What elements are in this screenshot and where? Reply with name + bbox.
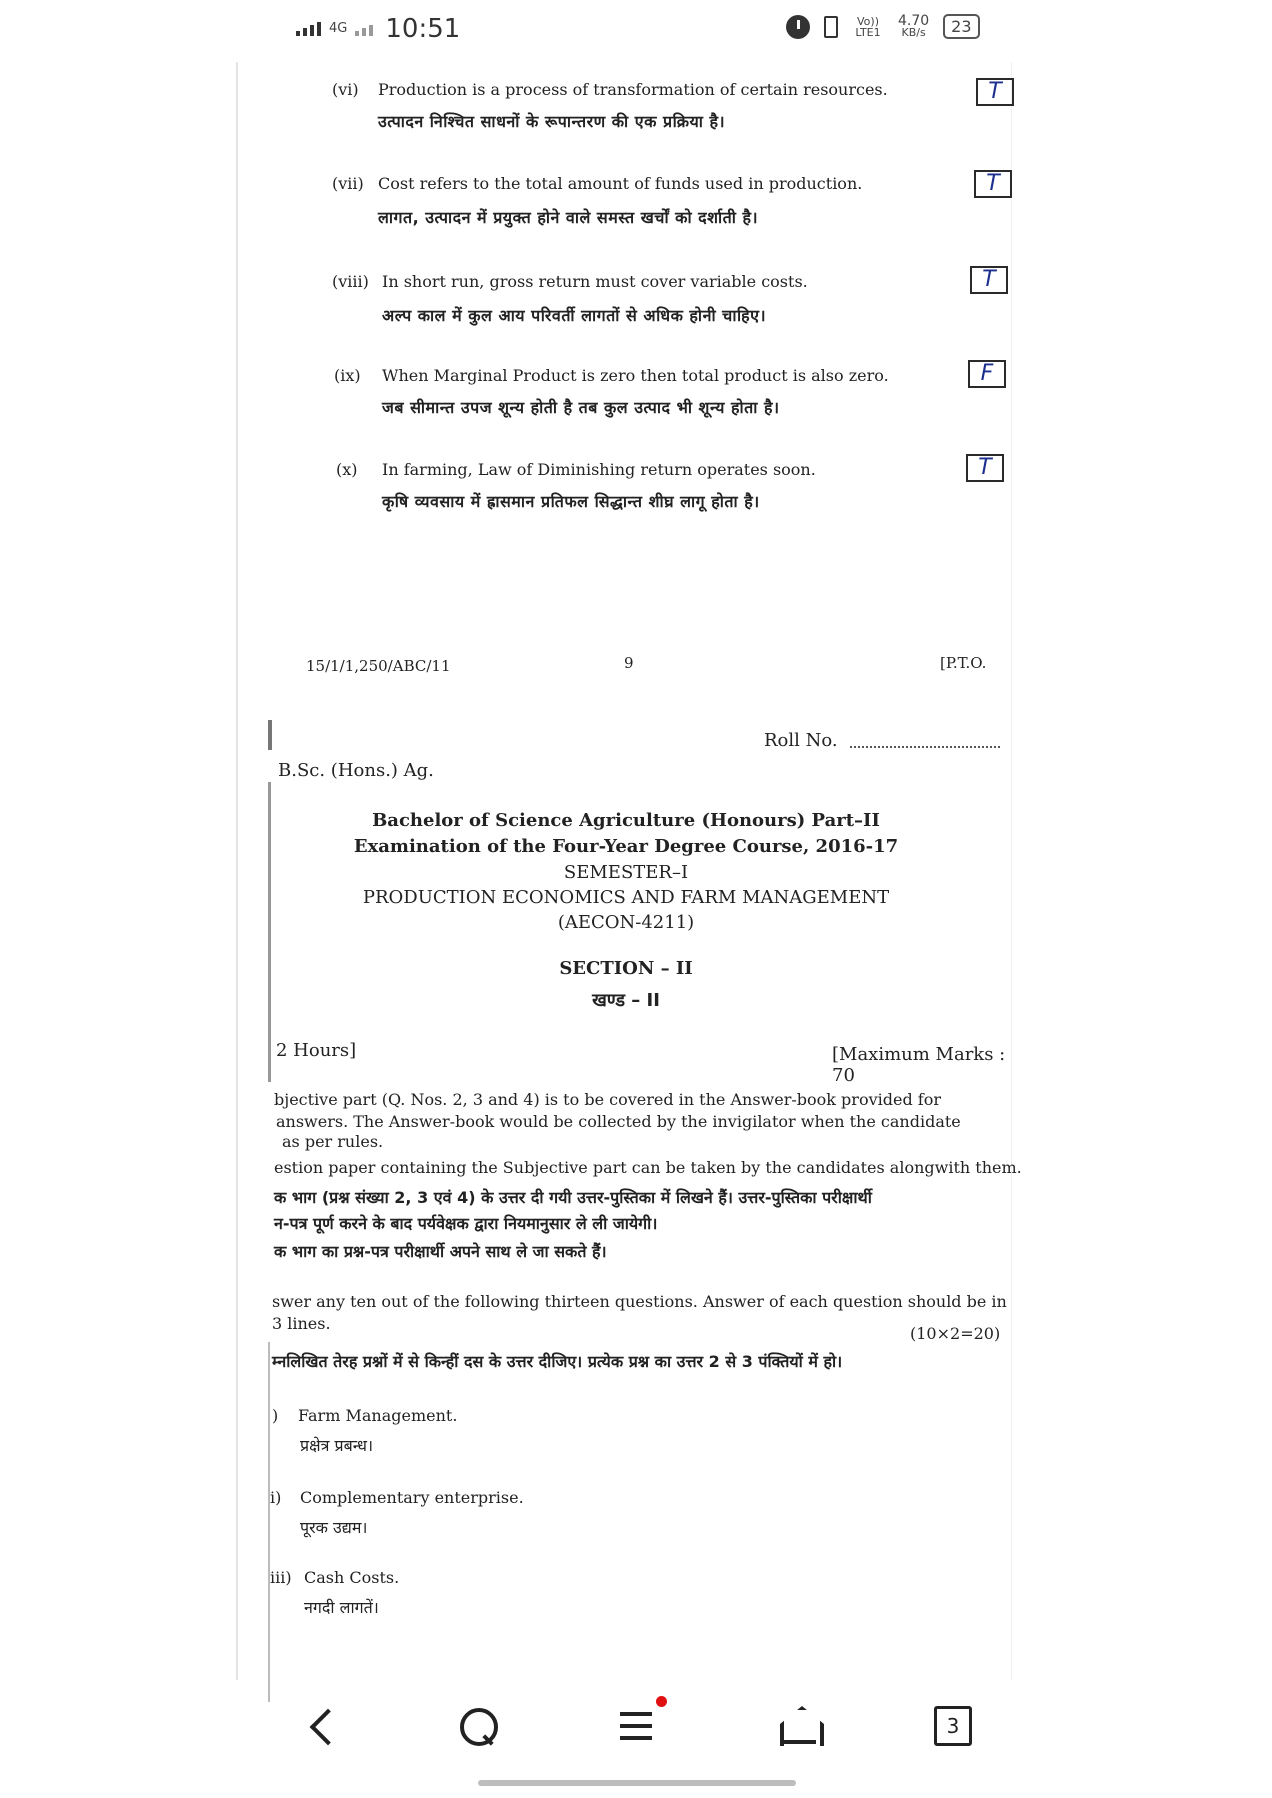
instruction-line: as per rules.: [282, 1132, 384, 1151]
question-text-hi: लागत, उत्पादन में प्रयुक्त होने वाले समस्त खर्चों को दर्शाती है।: [378, 208, 759, 227]
question-number: (ix): [334, 366, 361, 385]
instruction-line-hi: न-पत्र पूर्ण करने के बाद पर्यवेक्षक द्वारा नियमानुसार ले ली जायेगी।: [274, 1214, 658, 1233]
tabs-button[interactable]: 3: [934, 1706, 972, 1746]
navigation-bar: [0, 1682, 1272, 1798]
instruction-line-hi: क भाग (प्रश्न संख्या 2, 3 एवं 4) के उत्तर दी गयी उत्तर-पुस्तिका में लिखने हैं। उत्तर-पुस्तिका परीक्षार्थी: [274, 1188, 872, 1207]
question-2-line2: 3 lines.: [272, 1314, 331, 1333]
question-text-en: Cost refers to the total amount of funds used in production.: [378, 174, 863, 193]
sub-question-hi: प्रक्षेत्र प्रबन्ध।: [300, 1436, 374, 1455]
search-button[interactable]: [454, 1702, 502, 1750]
instruction-line: bjective part (Q. Nos. 2, 3 and 4) is to be covered in the Answer-book provided for: [274, 1090, 941, 1109]
roll-number-line: [850, 746, 1000, 748]
home-button[interactable]: [774, 1702, 822, 1750]
status-bar: [0, 0, 1272, 62]
semester-label: SEMESTER–I: [563, 862, 689, 883]
answer-box: T: [976, 78, 1014, 106]
exam-title-line1: Bachelor of Science Agriculture (Honours) Part–II: [372, 810, 880, 831]
gesture-home-bar[interactable]: [478, 1780, 796, 1786]
question-text-en: In short run, gross return must cover variable costs.: [382, 272, 808, 291]
notification-dot-icon: [656, 1696, 667, 1707]
course-code: (AECON-4211): [557, 912, 695, 933]
question-text-hi: जब सीमान्त उपज शून्य होती है तब कुल उत्पाद भी शून्य होता है।: [382, 398, 780, 417]
clock: 10:51: [385, 14, 461, 44]
answer-box: F: [968, 360, 1006, 388]
speed-value: 4.70: [898, 12, 930, 29]
volte-indicator: Vo)) LTE1: [855, 14, 881, 39]
sub-question-en: Farm Management.: [298, 1406, 458, 1425]
question-text-en: When Marginal Product is zero then total product is also zero.: [382, 366, 889, 385]
signal-icon: [296, 22, 321, 36]
instruction-line-hi: क भाग का प्रश्न-पत्र परीक्षार्थी अपने साथ ले जा सकते हैं।: [274, 1242, 607, 1261]
question-number: (x): [336, 460, 358, 479]
answer-box: T: [966, 454, 1004, 482]
question-text-en: In farming, Law of Diminishing return operates soon.: [382, 460, 816, 479]
sub-question-number: iii): [270, 1568, 292, 1587]
question-text-hi: कृषि व्यवसाय में ह्रासमान प्रतिफल सिद्धान्त शीघ्र लागू होता है।: [382, 492, 760, 511]
question-text-en: Production is a process of transformation of certain resources.: [378, 80, 888, 99]
signal-icon-2: [355, 22, 373, 36]
question-number: (viii): [332, 272, 369, 291]
status-left: [296, 14, 460, 44]
sub-question-hi: पूरक उद्यम।: [300, 1518, 368, 1537]
question-text-hi: उत्पादन निश्चित साधनों के रूपान्तरण की एक प्रक्रिया है।: [378, 112, 726, 131]
back-button[interactable]: [299, 1702, 347, 1750]
exam-title-line2: Examination of the Four-Year Degree Course, 2016-17: [353, 836, 899, 857]
question-text-hi: अल्प काल में कुल आय परिवर्ती लागतों से अधिक होनी चाहिए।: [382, 306, 767, 325]
section-title: SECTION – II: [559, 958, 693, 979]
menu-button[interactable]: [614, 1702, 662, 1750]
sub-question-hi: नगदी लागतें।: [304, 1598, 379, 1617]
speed-indicator: [898, 12, 930, 39]
answer-box: T: [974, 170, 1012, 198]
duration-label: 2 Hours]: [276, 1040, 357, 1061]
question-2-line1: swer any ten out of the following thirteen questions. Answer of each question should be in: [272, 1292, 1007, 1311]
document-viewer[interactable]: [236, 62, 1022, 1680]
battery-icon: 23: [943, 14, 979, 39]
sub-question-en: Complementary enterprise.: [300, 1488, 524, 1507]
max-marks-label: [Maximum Marks : 70: [832, 1044, 1006, 1086]
degree-label: B.Sc. (Hons.) Ag.: [278, 760, 434, 781]
scan-edge: [268, 1342, 270, 1702]
sub-question-en: Cash Costs.: [304, 1568, 400, 1587]
instruction-line: estion paper containing the Subjective part can be taken by the candidates alongwith them.: [274, 1158, 1022, 1177]
question-number: (vi): [332, 80, 359, 99]
question-number: (vii): [332, 174, 364, 193]
sub-question-number: ): [272, 1406, 279, 1425]
speed-unit: KB/s: [901, 25, 926, 39]
question-2-hi: म्नलिखित तेरह प्रश्नों में से किन्हीं दस के उत्तर दीजिए। प्रत्येक प्रश्न का उत्तर 2 से 3 पंक्तियों में हो।: [272, 1352, 843, 1371]
sub-question-number: i): [270, 1488, 282, 1507]
answer-box: T: [970, 266, 1008, 294]
network-type: 4G: [329, 21, 348, 36]
page-footer-pto: [P.T.O.: [940, 654, 987, 672]
status-right: [786, 14, 980, 39]
vibrate-icon: [824, 16, 838, 38]
scan-edge: [268, 720, 272, 750]
roll-label: Roll No.: [764, 730, 838, 751]
subject-title: PRODUCTION ECONOMICS AND FARM MANAGEMENT: [362, 887, 890, 908]
page-footer-code: 15/1/1,250/ABC/11: [306, 657, 451, 675]
section-title-hi: खण्ड – II: [592, 990, 660, 1011]
page-number: 9: [624, 654, 634, 672]
question-2-marks: (10×2=20): [910, 1324, 1001, 1343]
instruction-line: answers. The Answer-book would be collected by the invigilator when the candidate: [276, 1112, 961, 1131]
alarm-icon: [786, 15, 810, 39]
